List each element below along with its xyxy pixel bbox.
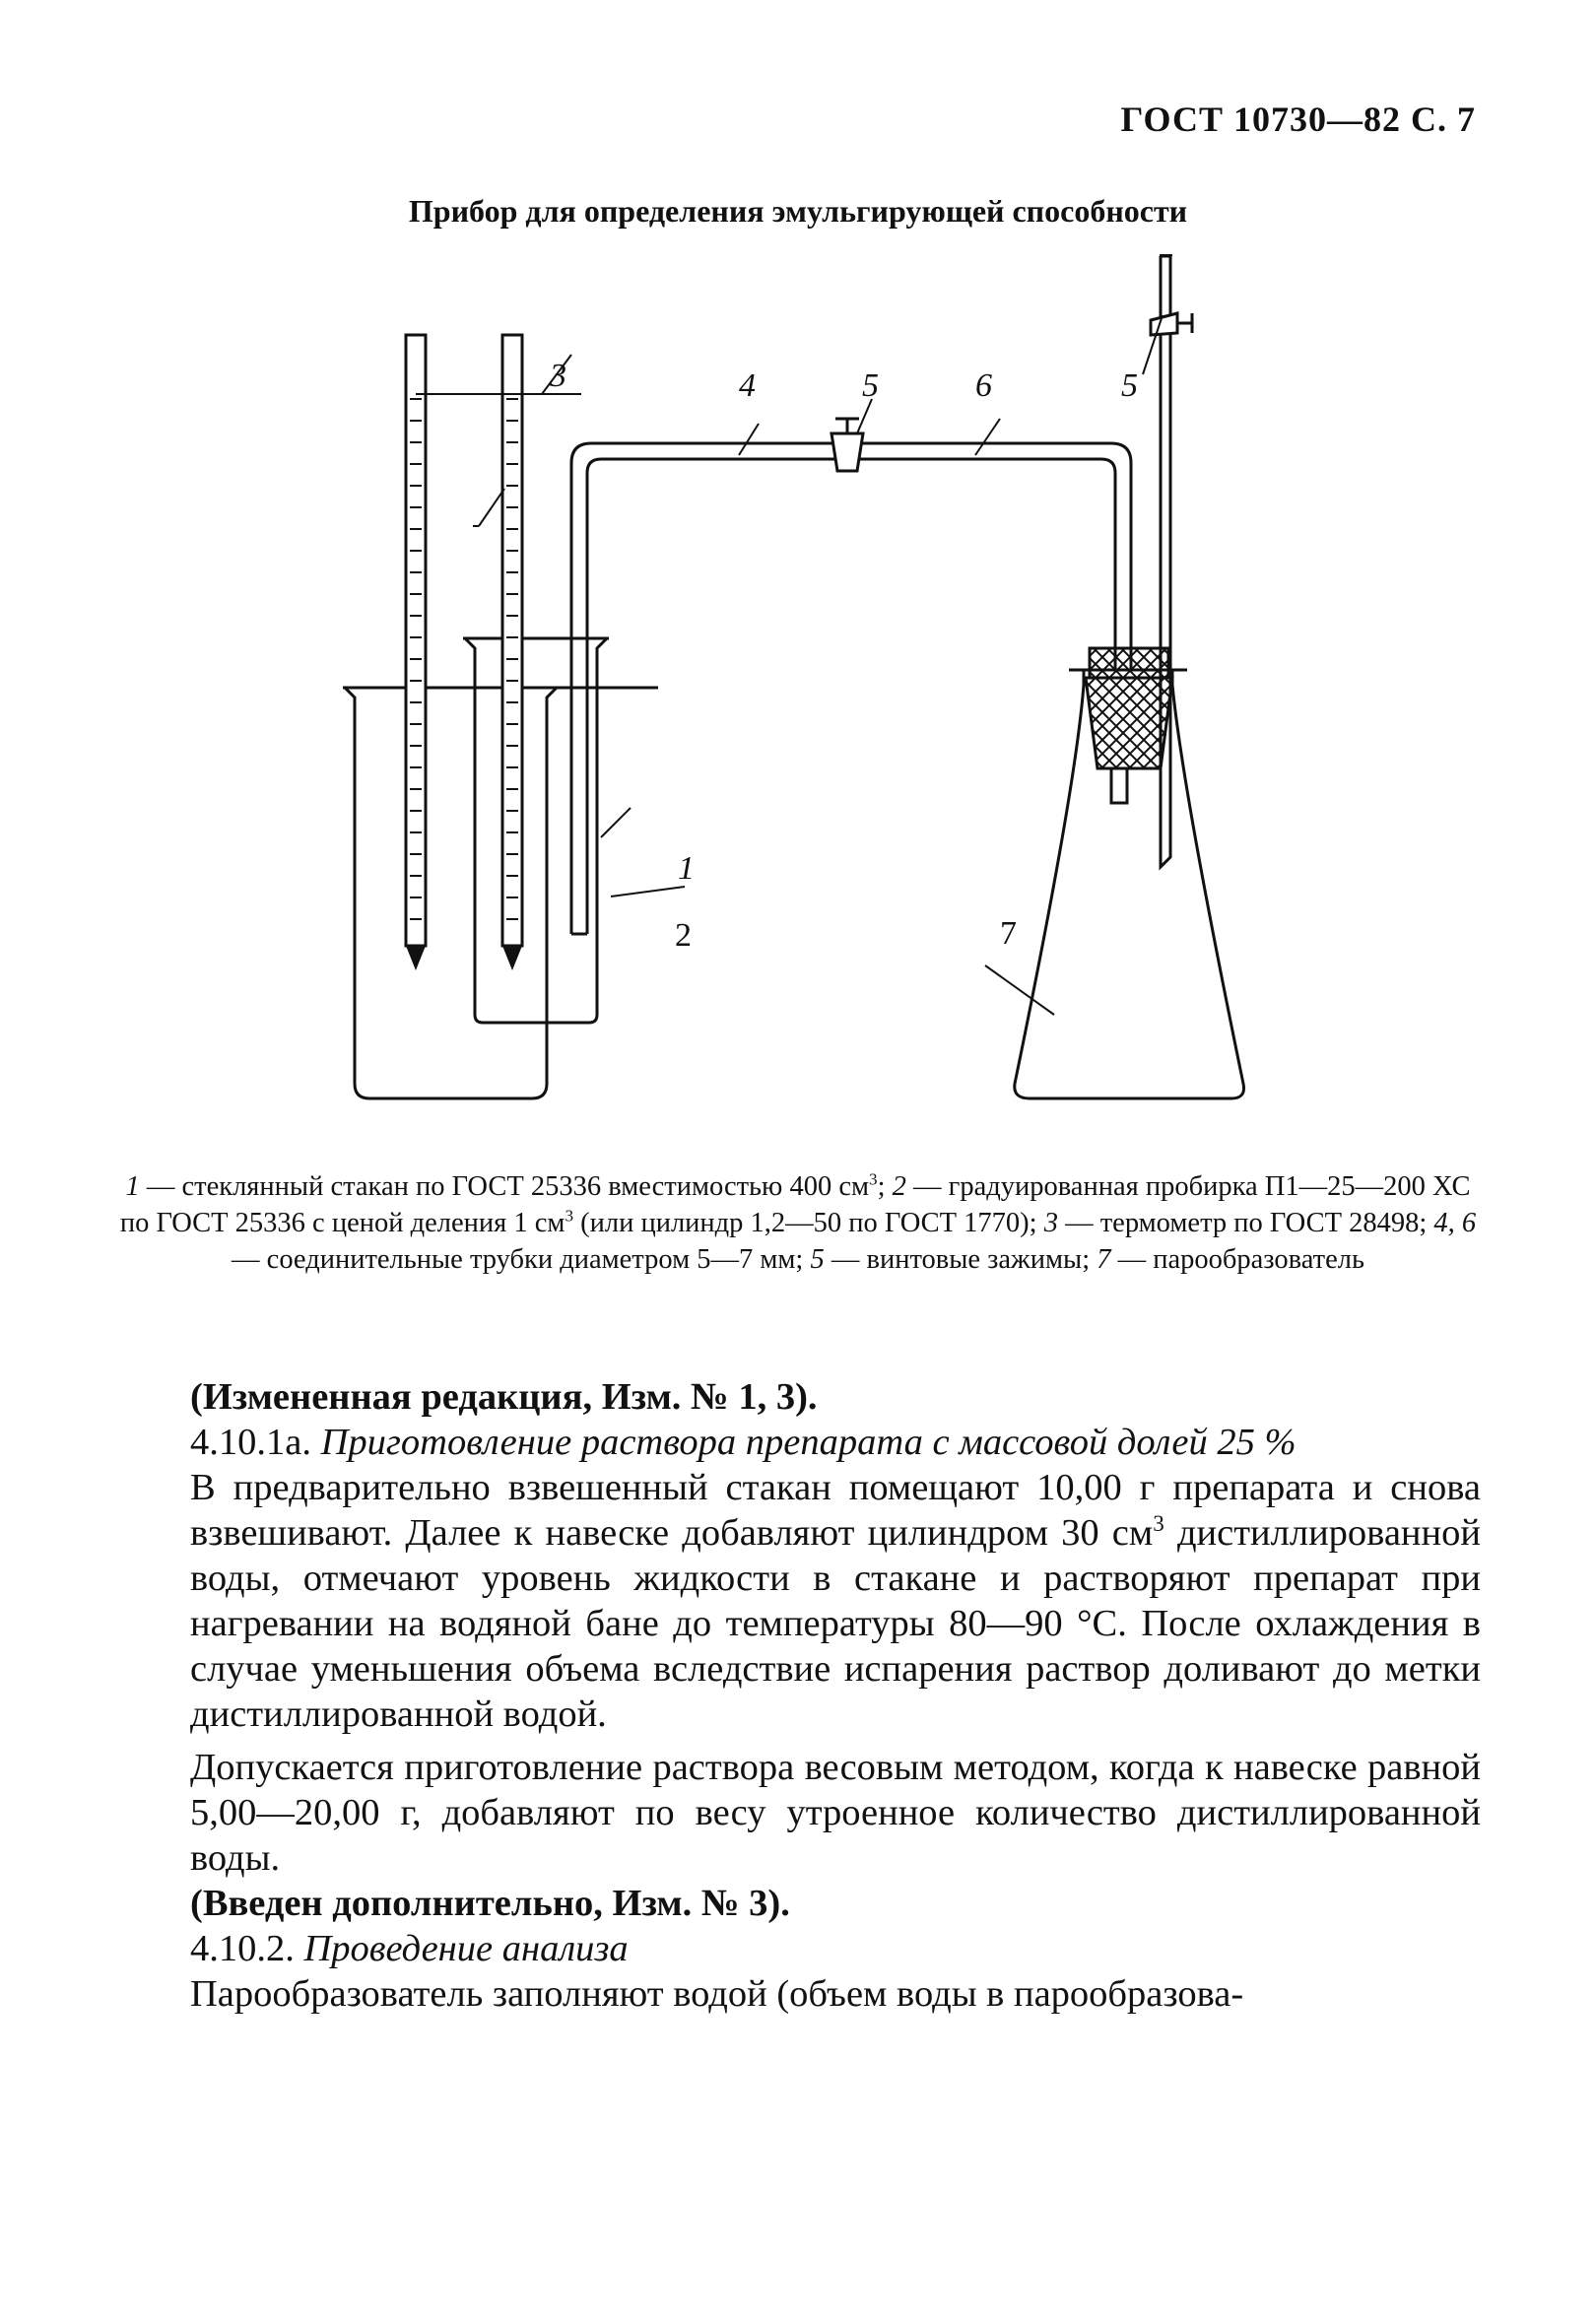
caption-num-5: 5 — [810, 1244, 825, 1275]
caption-text-1: — стеклянный стакан по ГОСТ 25336 вместимостью 400 см — [139, 1171, 870, 1202]
section-title: Проведение анализа — [303, 1928, 629, 1969]
section-4-10-1a-heading — [190, 1420, 1481, 1465]
callout-5-right: 5 — [1121, 367, 1138, 404]
paragraph-analysis: Парообразователь заполняют водой (объем воды в парообразова- — [190, 1973, 1244, 2015]
paragraph-sup: 3 — [1153, 1510, 1164, 1537]
page-header: ГОСТ 10730—82 С. 7 — [1120, 100, 1476, 139]
section-title: Приготовление раствора препарата с массовой долей 25 % — [320, 1422, 1297, 1463]
screw-clamp-middle — [831, 419, 863, 471]
thermometer-right — [502, 335, 522, 970]
paragraph-preparation — [190, 1465, 1481, 1737]
callout-3: 3 — [550, 358, 566, 394]
callout-6: 6 — [975, 367, 992, 404]
caption-text-5: — винтовые зажимы; — [824, 1244, 1097, 1275]
figure-title: Прибор для определения эмульгирующей способности — [408, 193, 1188, 229]
amendment-note-2: (Введен дополнительно, Изм. № 3). — [190, 1883, 790, 1924]
callout-4: 4 — [739, 367, 756, 404]
long-tube — [1161, 256, 1170, 867]
callout-2: 2 — [675, 917, 692, 954]
callout-5-middle: 5 — [862, 367, 879, 404]
caption-text-3: — термометр по ГОСТ 28498; — [1057, 1208, 1434, 1238]
thermometer-left — [406, 335, 426, 970]
caption-text-2b: (или цилиндр 1,2—50 по ГОСТ 1770); — [572, 1208, 1044, 1238]
caption-num-3: 3 — [1043, 1208, 1058, 1238]
caption-text-4-6: — соединительные трубки диаметром 5—7 мм; — [232, 1244, 811, 1275]
caption-num-4-6: 4, 6 — [1433, 1208, 1477, 1238]
figure-caption — [118, 1168, 1478, 1278]
section-4-10-2-heading — [190, 1926, 1481, 1971]
paragraph-weight-method: Допускается приготовление раствора весовым методом, когда к навеске равной 5,00—20,00 г, добавляют по весу утроенное количество дистиллированной воды. — [190, 1747, 1481, 1879]
body-text — [190, 1374, 1481, 2017]
caption-sup-2: 3 — [565, 1206, 573, 1226]
section-number: 4.10.1а. — [190, 1422, 321, 1463]
caption-text-7: — парообразователь — [1110, 1244, 1364, 1275]
amendment-note-1: (Измененная редакция, Изм. № 1, 3). — [190, 1376, 818, 1418]
short-tube — [1111, 768, 1127, 803]
caption-num-1: 1 — [125, 1171, 140, 1202]
caption-text-2: — градуированная пробирка П1—25—200 ХС по ГОСТ 25336 с ценой деления 1 см — [119, 1171, 1471, 1238]
callout-7: 7 — [1000, 915, 1017, 952]
paragraph-text-b: дистиллированной воды, отмечают уровень жидкости в стакане и растворяют препарат при нагревании на водяной бане до температуры 80—90 °С. После охлаждения в случае уменьшения объема вследствие испарения раствор доливают до метки дистиллированной водой. — [190, 1512, 1481, 1735]
apparatus-figure — [296, 236, 1300, 1123]
caption-sup-1: 3 — [869, 1169, 878, 1189]
section-number: 4.10.2. — [190, 1928, 304, 1969]
paragraph-text-a: В предварительно взвешенный стакан помещают 10,00 г препарата и снова взвешивают. Далее к навеске добавляют цилиндром 30 см — [190, 1467, 1481, 1554]
caption-sep-1: ; — [877, 1171, 893, 1202]
caption-num-7: 7 — [1097, 1244, 1111, 1275]
caption-num-2: 2 — [892, 1171, 906, 1202]
beaker-outer — [343, 688, 658, 1098]
callout-1: 1 — [678, 850, 695, 887]
